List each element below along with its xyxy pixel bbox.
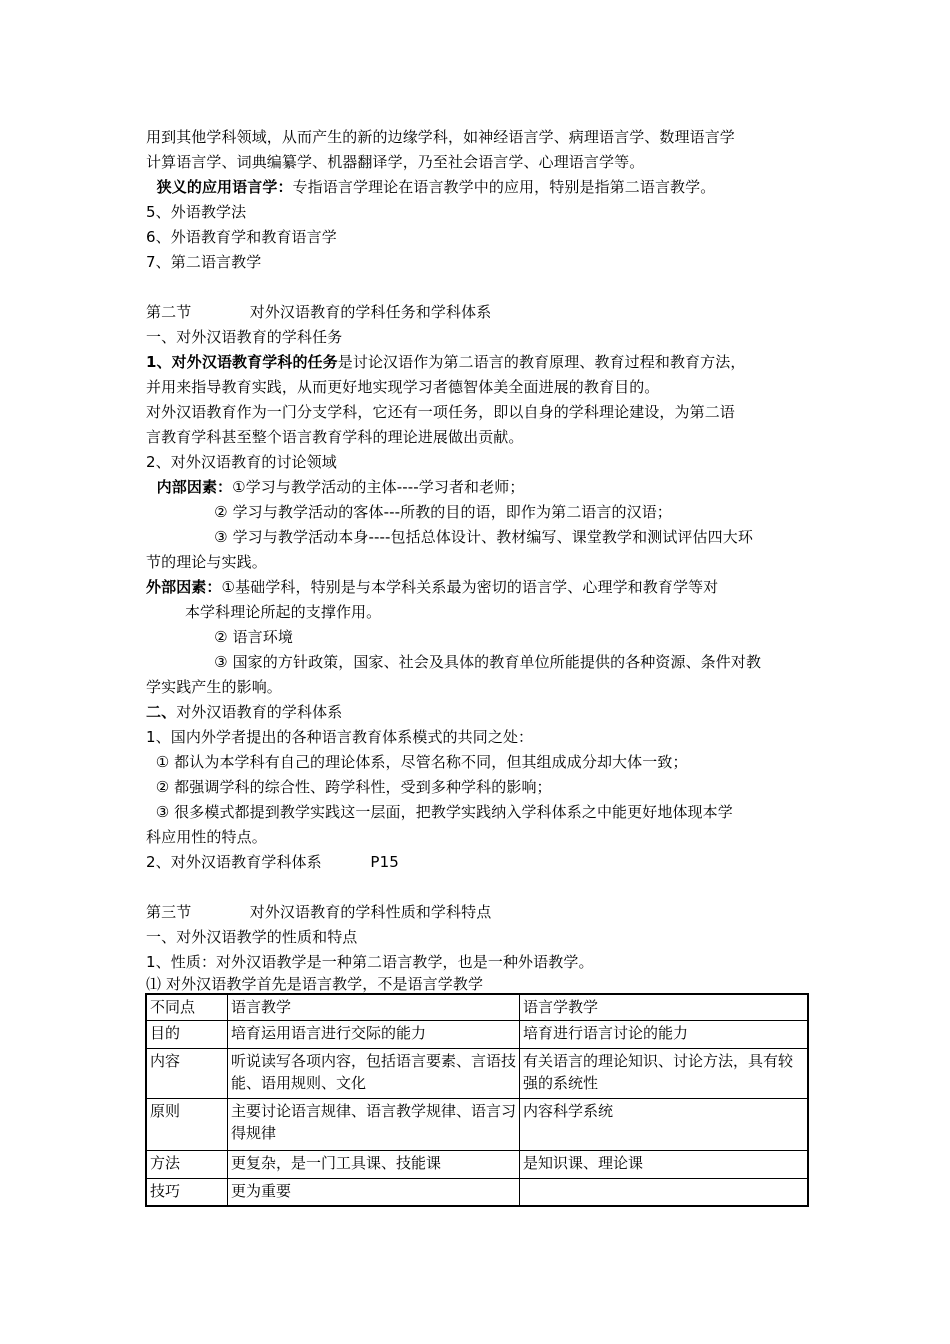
text-line: 一、对外汉语教育的学科任务 bbox=[146, 328, 343, 346]
text-line: 7、第二语言教学 bbox=[146, 253, 262, 271]
text-line: 第二节 对外汉语教育的学科任务和学科体系 bbox=[146, 303, 492, 321]
table-cell: 培育运用语言进行交际的能力 bbox=[228, 1020, 520, 1048]
text-line: 对外汉语教育作为一门分支学科，它还有一项任务，即以自身的学科理论建设，为第二语 bbox=[146, 403, 735, 421]
text-line: 第三节 对外汉语教育的学科性质和学科特点 bbox=[146, 903, 492, 921]
text-line bbox=[146, 701, 816, 723]
text-line: ⑴ 对外汉语教学首先是语言教学，不是语言学教学 bbox=[146, 975, 484, 993]
text-line bbox=[146, 576, 816, 598]
table-row bbox=[146, 1178, 808, 1206]
table-header-cell: 不同点 bbox=[146, 994, 228, 1020]
text-line: 言教育学科甚至整个语言教育学科的理论进展做出贡献。 bbox=[146, 428, 524, 446]
table-cell: 方法 bbox=[146, 1150, 228, 1178]
line-text: 对外汉语教育的学科体系 bbox=[176, 703, 343, 721]
table-cell: 培育进行语言讨论的能力 bbox=[520, 1020, 809, 1048]
table-row bbox=[146, 1098, 808, 1150]
text-line: 本学科理论所起的支撑作用。 bbox=[146, 603, 382, 621]
text-line: ② 语言环境 bbox=[146, 628, 293, 646]
table-cell: 更复杂，是一门工具课、技能课 bbox=[228, 1150, 520, 1178]
text-line: 计算语言学、词典编纂学、机器翻译学，乃至社会语言学、心理语言学等。 bbox=[146, 153, 645, 171]
bold-term: 内部因素： bbox=[146, 478, 233, 496]
table-cell bbox=[520, 1178, 809, 1206]
line-text: 专指语言学理论在语言教学中的应用，特别是指第二语言教学。 bbox=[292, 178, 716, 196]
text-line: ③ 国家的方针政策，国家、社会及具体的教育单位所能提供的各种资源、条件对教 bbox=[146, 653, 762, 671]
text-line bbox=[146, 176, 816, 198]
table-cell: 更为重要 bbox=[228, 1178, 520, 1206]
bold-term: 狭义的应用语言学： bbox=[146, 178, 293, 196]
text-line: ③ 很多模式都提到教学实践这一层面，把教学实践纳入学科体系之中能更好地体现本学 bbox=[146, 803, 733, 821]
table-header-row bbox=[146, 994, 808, 1020]
text-line: 1、国内外学者提出的各种语言教育体系模式的共同之处： bbox=[146, 728, 534, 746]
text-line: ① 都认为本学科有自己的理论体系，尽管名称不同，但其组成成分却大体一致； bbox=[146, 753, 688, 771]
text-line: ② 都强调学科的综合性、跨学科性，受到多种学科的影响； bbox=[146, 778, 552, 796]
table-header-cell: 语言教学 bbox=[228, 994, 520, 1020]
table-cell: 听说读写各项内容，包括语言要素、言语技能、语用规则、文化 bbox=[228, 1048, 520, 1098]
text-line: ③ 学习与教学活动本身----包括总体设计、教材编写、课堂教学和测试评估四大环 bbox=[146, 528, 753, 546]
line-text: 是讨论汉语作为第二语言的教育原理、教育过程和教育方法， bbox=[337, 353, 746, 371]
text-line: 6、外语教育学和教育语言学 bbox=[146, 228, 337, 246]
table-cell: 技巧 bbox=[146, 1178, 228, 1206]
text-line: 科应用性的特点。 bbox=[146, 828, 267, 846]
text-line: 1、性质：对外汉语教学是一种第二语言教学，也是一种外语教学。 bbox=[146, 953, 594, 971]
text-line: 节的理论与实践。 bbox=[146, 553, 267, 571]
table-cell: 内容 bbox=[146, 1048, 228, 1098]
table-row bbox=[146, 1020, 808, 1048]
text-line: 用到其他学科领域，从而产生的新的边缘学科，如神经语言学、病理语言学、数理语言学 bbox=[146, 128, 735, 146]
line-text: ①学习与教学活动的主体----学习者和老师； bbox=[232, 478, 525, 496]
text-line: 5、外语教学法 bbox=[146, 203, 247, 221]
text-line: 学实践产生的影响。 bbox=[146, 678, 282, 696]
text-line: 一、对外汉语教学的性质和特点 bbox=[146, 928, 358, 946]
line-text: ①基础学科，特别是与本学科关系最为密切的语言学、心理学和教育学等对 bbox=[221, 578, 719, 596]
table-cell: 有关语言的理论知识、讨论方法，具有较强的系统性 bbox=[520, 1048, 809, 1098]
table-cell: 内容科学系统 bbox=[520, 1098, 809, 1150]
bold-term: 二、 bbox=[146, 703, 177, 721]
text-line bbox=[146, 351, 816, 373]
text-line: 并用来指导教育实践，从而更好地实现学习者德智体美全面进展的教育目的。 bbox=[146, 378, 660, 396]
table-cell: 主要讨论语言规律、语言教学规律、语言习得规律 bbox=[228, 1098, 520, 1150]
table-cell: 是知识课、理论课 bbox=[520, 1150, 809, 1178]
bold-term: 1、对外汉语教育学科的任务 bbox=[146, 353, 338, 371]
table-cell: 原则 bbox=[146, 1098, 228, 1150]
table-header-cell: 语言学教学 bbox=[520, 994, 809, 1020]
text-line: 2、对外汉语教育学科体系 P15 bbox=[146, 853, 399, 871]
table-cell: 目的 bbox=[146, 1020, 228, 1048]
text-line: ② 学习与教学活动的客体---所教的目的语，即作为第二语言的汉语； bbox=[146, 503, 672, 521]
text-line: 2、对外汉语教育的讨论领域 bbox=[146, 453, 337, 471]
bold-term: 外部因素： bbox=[146, 578, 222, 596]
comparison-table bbox=[145, 993, 809, 1207]
text-line bbox=[146, 476, 816, 498]
table-row bbox=[146, 1048, 808, 1098]
table-row bbox=[146, 1150, 808, 1178]
